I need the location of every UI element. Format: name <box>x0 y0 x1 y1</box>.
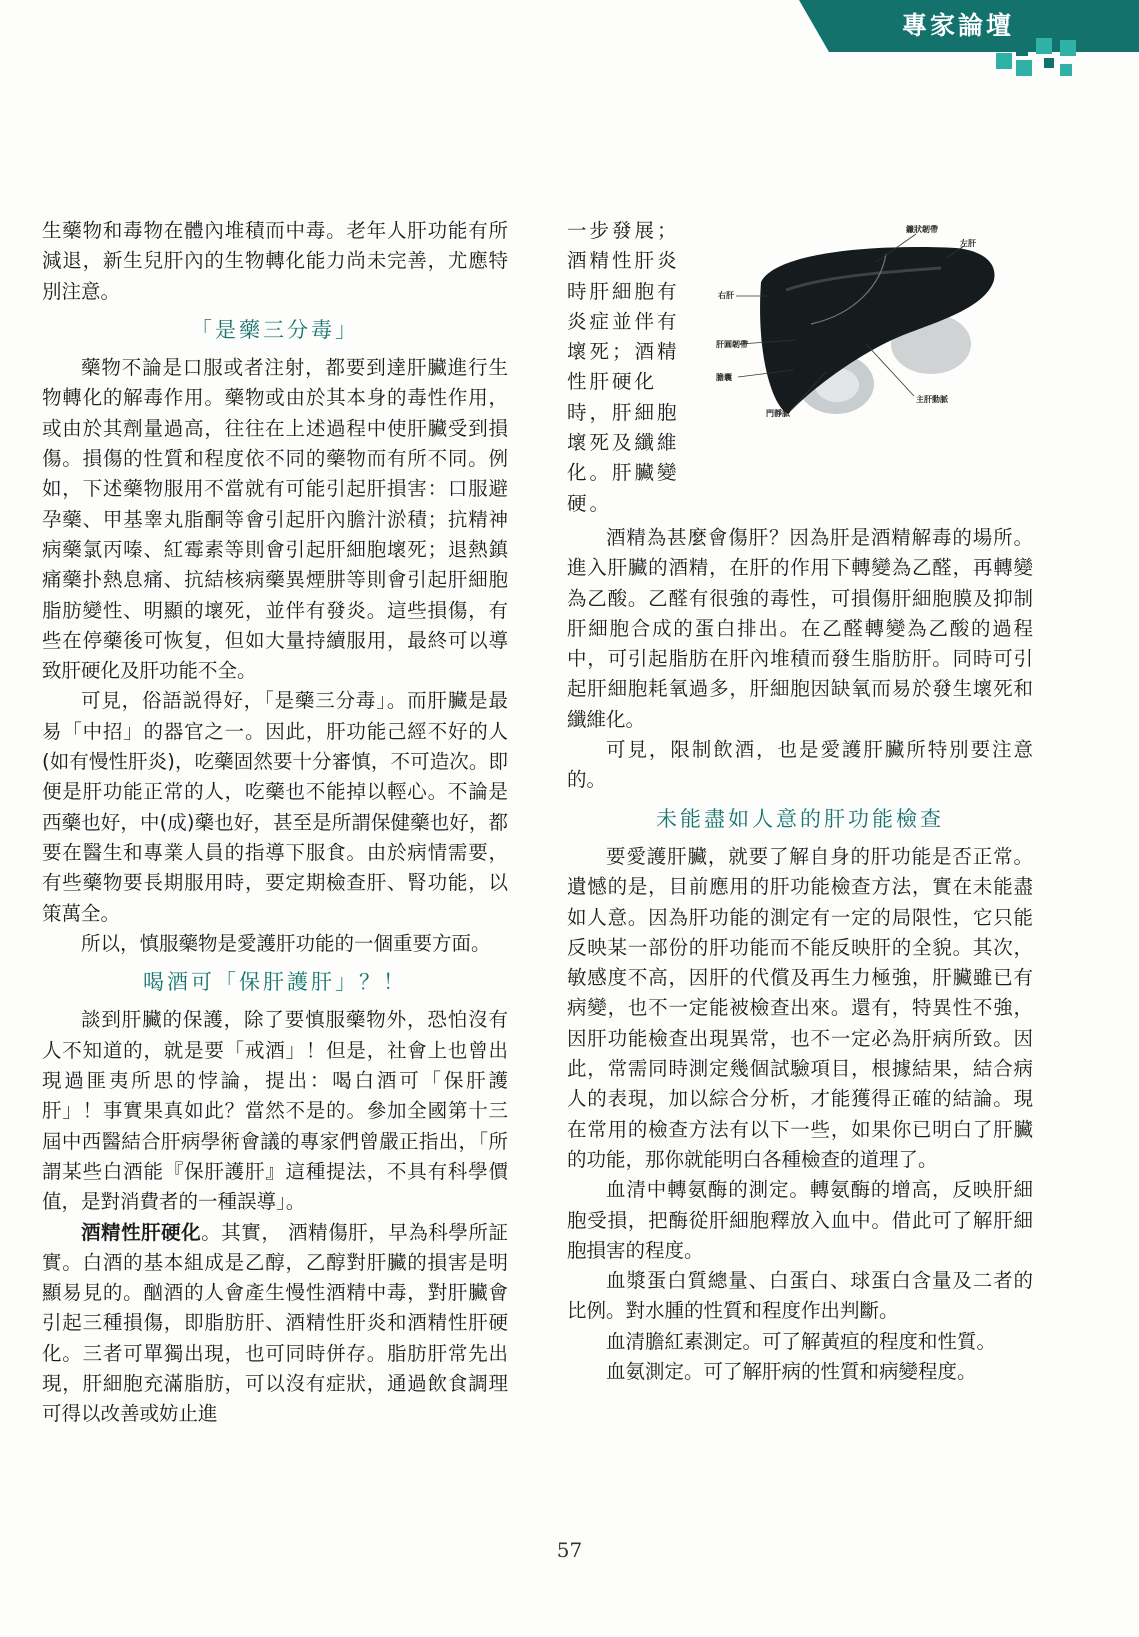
heading-liver-function-tests: 未能盡如人意的肝功能檢查 <box>656 806 944 831</box>
decor-square <box>996 53 1012 69</box>
label-round-ligament: 肝圓韌帶 <box>716 340 748 349</box>
decor-square <box>1016 44 1028 56</box>
paragraph: 血清膽紅素測定。可了解黃疸的程度和性質。 <box>606 1329 997 1353</box>
float-line: 硬。 <box>567 491 613 515</box>
label-portal-vein: 門靜脈 <box>766 409 790 418</box>
paragraph: 要愛護肝臟，就要了解自身的肝功能是否正常。遺憾的是，目前應用的肝功能檢查方法，實在未能盡如人意。因為肝功能的測定有一定的局限性，它只能反映某一部份的肝功能而不能反映肝的全貌。其次，敏感度不高，因肝的代償及再生力極強，肝臟雖已有病變，也不一定能被檢查出來。還有，特異性不強，因肝功能檢查出現異常，也不一定必為肝病所致。因此，常需同時測定幾個試驗項目，根據結果，結合病人的表現，加以綜合分析，才能獲得正確的結論。現在常用的檢查方法有以下一些，如果你已明白了肝臟的功能，那你就能明白各種檢查的道理了。 <box>567 844 1033 1171</box>
float-text-block <box>567 216 1033 519</box>
label-left-lobe: 左肝 <box>960 239 976 248</box>
decor-square <box>1060 64 1072 76</box>
float-line: 性肝硬化 <box>567 370 658 394</box>
paragraph: 血漿蛋白質總量、白蛋白、球蛋白含量及二者的比例。對水腫的性質和程度作出判斷。 <box>567 1269 1033 1323</box>
paragraph: 血清中轉氨酶的測定。轉氨酶的增高，反映肝細胞受損，把酶從肝細胞釋放入血中。借此可了解肝細胞損害的程度。 <box>567 1178 1033 1262</box>
float-line: 炎症並伴有 <box>567 309 680 333</box>
right-column <box>567 216 1033 1387</box>
decor-square <box>1044 58 1054 68</box>
paragraph: 可見，俗語説得好，「是藥三分毒」。而肝臟是最易「中招」的器官之一。因此，肝功能己經不好的人(如有慢性肝炎)，吃藥固然要十分審慎，不可造次。即便是肝功能正常的人，吃藥也不能掉以輕心。不論是西藥也好，中(成)藥也好，甚至是所謂保健藥也好，都要在醫生和專業人員的指導下服食。由於病情需要，有些藥物要長期服用時，要定期檢查肝、腎功能，以策萬全。 <box>42 689 508 925</box>
intro-paragraph: 生藥物和毒物在體內堆積而中毒。老年人肝功能有所減退，新生兒肝內的生物轉化能力尚未完善，尤應特別注意。 <box>42 219 508 303</box>
decor-square <box>1036 38 1052 54</box>
section-title: 專家論壇 <box>901 11 1014 40</box>
heading-medicine-toxicity: 「是藥三分毒」 <box>191 317 359 342</box>
heading-alcohol-liver: 喝酒可「保肝護肝」？！ <box>143 970 407 995</box>
label-gallbladder: 膽囊 <box>716 373 732 382</box>
paragraph: 所以，慎服藥物是愛護肝功能的一個重要方面。 <box>81 931 491 955</box>
decor-square <box>1060 40 1076 56</box>
paragraph-text: 。其實， 酒精傷肝，早為科學所証實。白酒的基本組成是乙醇，乙醇對肝臟的損害是明顯易見的。酗酒的人會產生慢性酒精中毒，對肝臟會引起三種損傷，即脂肪肝、酒精性肝炎和酒精性肝硬化。三者可單獨出現，也可同時併存。脂肪肝常先出現，肝細胞充滿脂肪，可以沒有症狀，通過飲食調理可得以改善或妨止進 <box>42 1220 508 1426</box>
float-line: 酒精性肝炎 <box>567 249 680 273</box>
bold-term: 酒精性肝硬化 <box>81 1220 202 1244</box>
decor-square <box>1016 60 1032 76</box>
paragraph: 血氨測定。可了解肝病的性質和病變程度。 <box>606 1359 977 1383</box>
float-line: 時，肝細胞 <box>567 400 680 424</box>
float-line: 時肝細胞有 <box>567 279 680 303</box>
float-line: 化。肝臟變 <box>567 461 680 485</box>
left-column <box>42 216 508 1430</box>
paragraph: 藥物不論是口服或者注射，都要到達肝臟進行生物轉化的解毒作用。藥物或由於其本身的毒性作用，或由於其劑量過高，往往在上述過程中使肝臟受到損傷。損傷的性質和程度依不同的藥物而有所不同。例如，下述藥物服用不當就有可能引起肝損害：口服避孕藥、甲基睾丸脂酮等會引起肝內膽汁淤積；抗精神病藥氯丙嗪、紅霉素等則會引起肝細胞壞死；退熱鎮痛藥扑熱息痛、抗結核病藥異煙肼等則會引起肝細胞脂肪變性、明顯的壞死，並伴有發炎。這些損傷，有些在停藥後可恢复，但如大量持續服用，最終可以導致肝硬化及肝功能不全。 <box>42 356 508 683</box>
page-number: 57 <box>556 1538 583 1562</box>
paragraph: 可見，限制飲酒，也是愛護肝臟所特別要注意的。 <box>567 738 1033 792</box>
float-line: 壞死；酒精 <box>567 340 680 364</box>
label-falciform-ligament: 鐮狀韌帶 <box>906 225 938 234</box>
float-line: 壞死及纖維 <box>567 431 680 455</box>
paragraph: 談到肝臟的保護，除了要慎服藥物外，恐怕沒有人不知道的，就是要「戒酒」！但是，社會上也曾出現過匪夷所思的悖論，提出：喝白酒可「保肝護肝」！事實果真如此？當然不是的。參加全國第十三屆中西醫結合肝病學術會議的專家們曾嚴正指出，「所謂某些白酒能『保肝護肝』這種提法，不具有科學價值，是對消費者的一種誤導」。 <box>42 1008 508 1214</box>
label-hepatic-artery: 主肝動脈 <box>916 395 948 404</box>
paragraph: 酒精為甚麼會傷肝？因為肝是酒精解毒的場所。進入肝臟的酒精，在肝的作用下轉變為乙醛，再轉變為乙酸。乙醛有很強的毒性，可損傷肝細胞膜及抑制肝細胞合成的蛋白排出。在乙醛轉變為乙酸的過程中，可引起脂肪在肝內堆積而發生脂肪肝。同時可引起肝細胞耗氧過多，肝細胞因缺氧而易於發生壞死和纖維化。 <box>567 525 1033 731</box>
float-line: 一步發展； <box>567 219 680 242</box>
paragraph <box>42 1218 508 1430</box>
label-right-lobe: 右肝 <box>718 291 734 300</box>
